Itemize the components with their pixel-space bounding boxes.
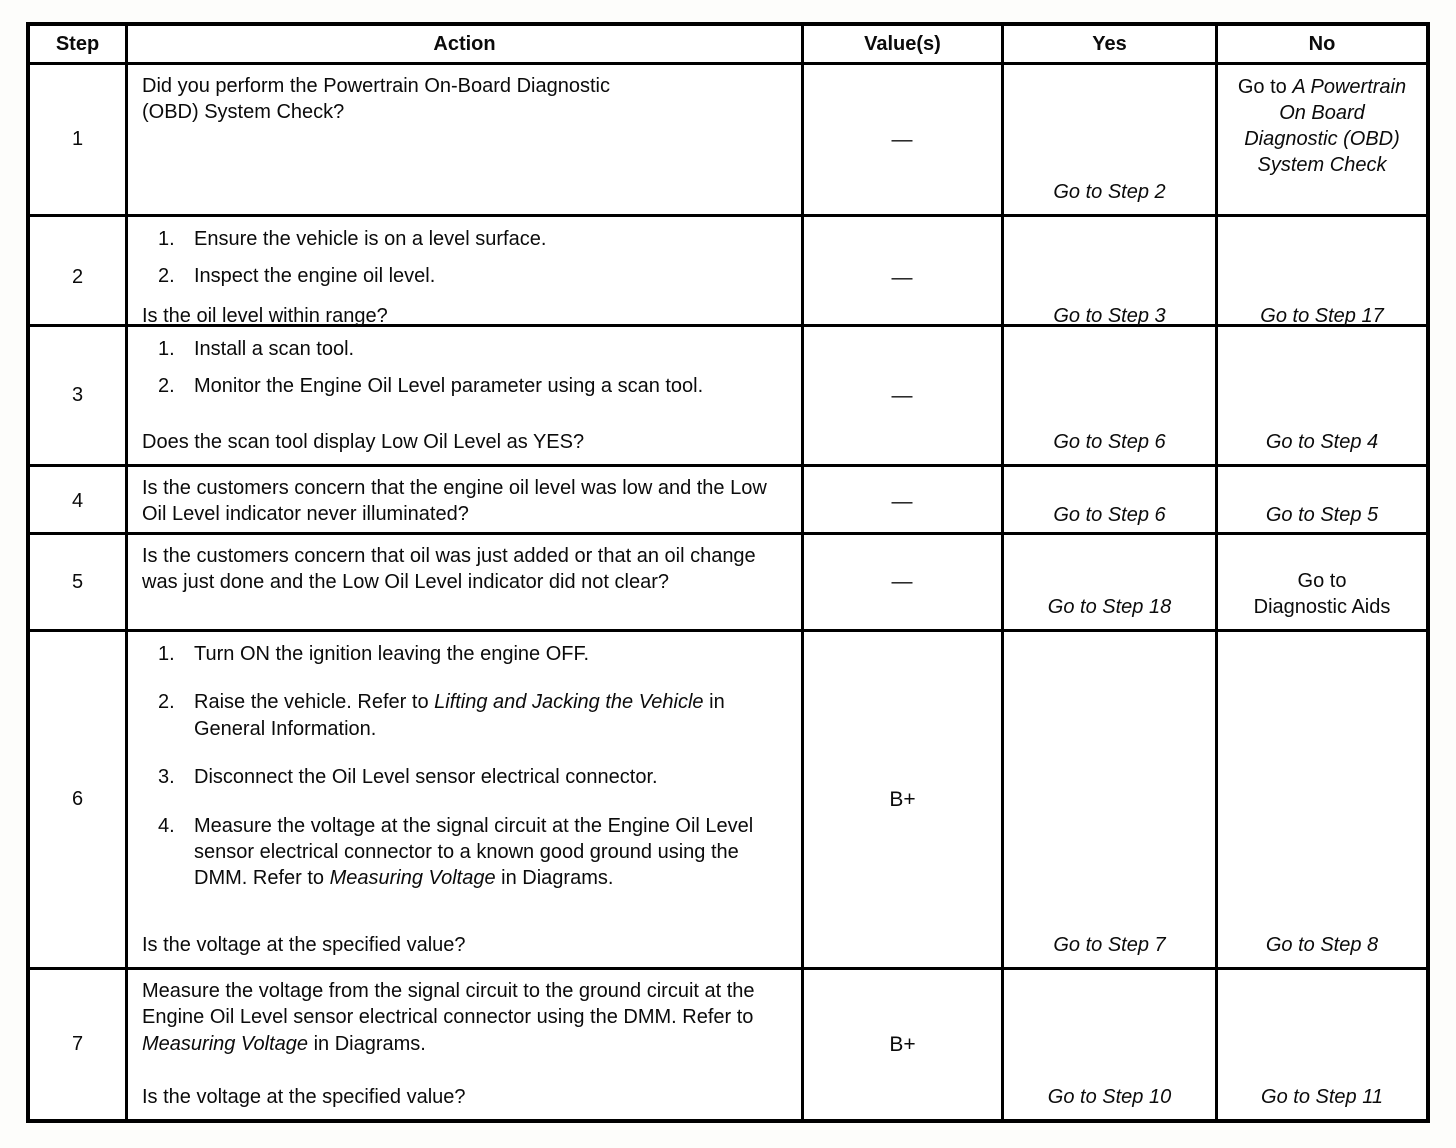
yes-cell xyxy=(1001,970,1215,1119)
action-cell xyxy=(125,217,801,338)
yes-link-text: Go to Step 6 xyxy=(1053,503,1166,526)
item-text xyxy=(194,813,787,892)
text-segment: Diagnostic Aids xyxy=(1253,596,1391,618)
item-text xyxy=(194,263,787,289)
text-segment: in Diagrams. xyxy=(495,867,614,890)
no-cell xyxy=(1215,65,1426,214)
table-row-step-4 xyxy=(30,464,1426,532)
action-question: Does the scan tool display Low Oil Level as YES? xyxy=(142,430,585,453)
yes-cell xyxy=(1001,327,1215,464)
value-cell xyxy=(801,467,1001,537)
step-number: 2 xyxy=(71,266,84,289)
no-cell xyxy=(1215,632,1426,967)
yes-link-text: Go to Step 7 xyxy=(1053,934,1166,956)
step-number: 3 xyxy=(71,384,84,406)
text-segment: Measure the voltage at the signal circuit at the Engine Oil Level sensor electrical connector to a known good ground using the DMM. Refer to xyxy=(194,814,754,890)
step-cell xyxy=(30,970,125,1119)
no-link-text: Go to Step 4 xyxy=(1265,431,1379,453)
action-question xyxy=(142,475,787,528)
value-text: B+ xyxy=(889,787,916,811)
value-cell xyxy=(801,535,1001,629)
item-number: 1. xyxy=(158,338,175,360)
action-cell xyxy=(125,970,801,1119)
value-text: — xyxy=(891,570,914,593)
no-link-text xyxy=(1254,568,1391,620)
item-number: 1. xyxy=(158,643,175,665)
text-segment: Measure the voltage from the signal circuit to the ground circuit at the Engine Oil Level sensor electrical connector using the DMM. Refer to xyxy=(142,980,755,1029)
item-text xyxy=(194,764,787,790)
yes-link-text: Go to Step 10 xyxy=(1047,1086,1172,1108)
table-row-step-1 xyxy=(30,62,1426,214)
action-cell xyxy=(125,327,801,464)
yes-link-text: Go to Step 6 xyxy=(1053,431,1166,453)
italic-reference: Lifting and Jacking the Vehicle xyxy=(434,691,704,714)
table-row-step-7 xyxy=(30,967,1426,1119)
action-list-item xyxy=(158,373,787,399)
italic-reference: Measuring Voltage xyxy=(329,867,496,890)
item-number: 3. xyxy=(158,766,175,789)
action-text xyxy=(142,978,787,1057)
action-cell xyxy=(125,467,801,537)
item-number: 2. xyxy=(158,265,175,288)
step-cell xyxy=(30,632,125,967)
italic-reference: A Powertrain On Board Diagnostic (OBD) System Check xyxy=(1244,76,1407,176)
yes-link-text: Go to Step 2 xyxy=(1053,181,1166,203)
value-text: — xyxy=(891,265,914,289)
no-link-text: Go to Step 8 xyxy=(1265,934,1379,956)
item-text xyxy=(194,336,787,362)
action-list-item xyxy=(158,226,787,252)
no-cell xyxy=(1215,535,1426,629)
value-cell xyxy=(801,217,1001,338)
step-cell xyxy=(30,327,125,464)
table-row-step-2 xyxy=(30,214,1426,328)
no-cell xyxy=(1215,327,1426,464)
item-text xyxy=(194,373,787,399)
step-cell xyxy=(30,467,125,537)
yes-cell xyxy=(1001,535,1215,629)
item-number: 4. xyxy=(158,814,175,837)
action-list-item xyxy=(158,336,787,362)
text-segment: Ensure the vehicle is on a level surface. xyxy=(194,228,547,250)
item-text xyxy=(194,689,787,742)
yes-link-text: Go to Step 18 xyxy=(1047,596,1172,618)
text-segment: Go to xyxy=(1237,76,1293,98)
header-step: Step xyxy=(55,32,100,55)
header-values: Value(s) xyxy=(801,26,1001,62)
step-number: 1 xyxy=(71,128,84,150)
action-list-item xyxy=(158,813,787,892)
text-segment: Go to xyxy=(1297,570,1347,592)
text-segment: Is the customers concern that the engine oil level was low and the Low Oil Level indicator never illuminated? xyxy=(142,477,767,526)
no-cell xyxy=(1215,970,1426,1119)
action-list-item xyxy=(158,641,787,667)
table-row-step-5 xyxy=(30,532,1426,629)
action-cell xyxy=(125,535,801,629)
italic-reference: Measuring Voltage xyxy=(142,1032,309,1055)
value-text: — xyxy=(891,383,914,407)
no-link-text xyxy=(1234,74,1410,178)
action-cell xyxy=(125,65,801,214)
step-number: 6 xyxy=(71,788,84,810)
action-question xyxy=(142,543,787,596)
yes-cell xyxy=(1001,65,1215,214)
table-row-step-6 xyxy=(30,629,1426,967)
step-cell xyxy=(30,65,125,214)
table-header-row xyxy=(30,26,1426,62)
no-link-text: Go to Step 17 xyxy=(1260,305,1384,328)
value-text: B+ xyxy=(889,1032,916,1056)
step-number: 4 xyxy=(71,490,84,513)
yes-link-text: Go to Step 3 xyxy=(1053,305,1166,328)
yes-cell xyxy=(1001,467,1215,537)
header-no: No xyxy=(1215,26,1426,62)
step-number: 7 xyxy=(71,1033,84,1055)
text-segment: in General Information. xyxy=(194,691,725,740)
no-cell xyxy=(1215,467,1426,537)
action-question: Is the voltage at the specified value? xyxy=(142,933,466,956)
action-list-item xyxy=(158,764,787,790)
text-segment: Raise the vehicle. Refer to xyxy=(194,691,435,714)
item-number: 1. xyxy=(158,228,175,250)
text-segment: Disconnect the Oil Level sensor electrical connector. xyxy=(194,766,658,789)
value-cell xyxy=(801,970,1001,1119)
action-cell xyxy=(125,632,801,967)
header-action: Action xyxy=(125,26,801,62)
action-question: Is the oil level within range? xyxy=(142,304,388,327)
step-cell xyxy=(30,535,125,629)
action-list-item xyxy=(158,689,787,742)
diagnostic-table xyxy=(26,22,1430,1123)
text-segment: Is the customers concern that oil was just added or that an oil change was just done and the Low Oil Level indicator did not clear? xyxy=(142,545,756,594)
table-row-step-3 xyxy=(30,324,1426,464)
no-cell xyxy=(1215,217,1426,338)
item-number: 2. xyxy=(158,375,175,398)
step-number: 5 xyxy=(71,570,84,593)
text-segment: Install a scan tool. xyxy=(194,338,355,360)
item-text xyxy=(194,226,787,252)
text-segment: in Diagrams. xyxy=(308,1032,426,1055)
value-cell xyxy=(801,327,1001,464)
text-segment: Inspect the engine oil level. xyxy=(194,265,436,288)
value-cell xyxy=(801,632,1001,967)
item-number: 2. xyxy=(158,691,175,714)
text-segment: Monitor the Engine Oil Level parameter using a scan tool. xyxy=(194,375,704,398)
action-list-item xyxy=(158,263,787,289)
value-text: — xyxy=(891,489,914,513)
value-text: — xyxy=(891,127,914,151)
no-link-text: Go to Step 11 xyxy=(1261,1086,1383,1108)
yes-cell xyxy=(1001,217,1215,338)
action-question: Is the voltage at the specified value? xyxy=(142,1085,466,1108)
header-yes: Yes xyxy=(1001,26,1215,62)
step-cell xyxy=(30,217,125,338)
action-question xyxy=(142,73,622,126)
text-segment: Did you perform the Powertrain On-Board Diagnostic (OBD) System Check? xyxy=(142,75,610,124)
yes-cell xyxy=(1001,632,1215,967)
value-cell xyxy=(801,65,1001,214)
text-segment: Turn ON the ignition leaving the engine OFF. xyxy=(194,643,590,665)
no-link-text: Go to Step 5 xyxy=(1265,503,1379,526)
item-text xyxy=(194,641,787,667)
